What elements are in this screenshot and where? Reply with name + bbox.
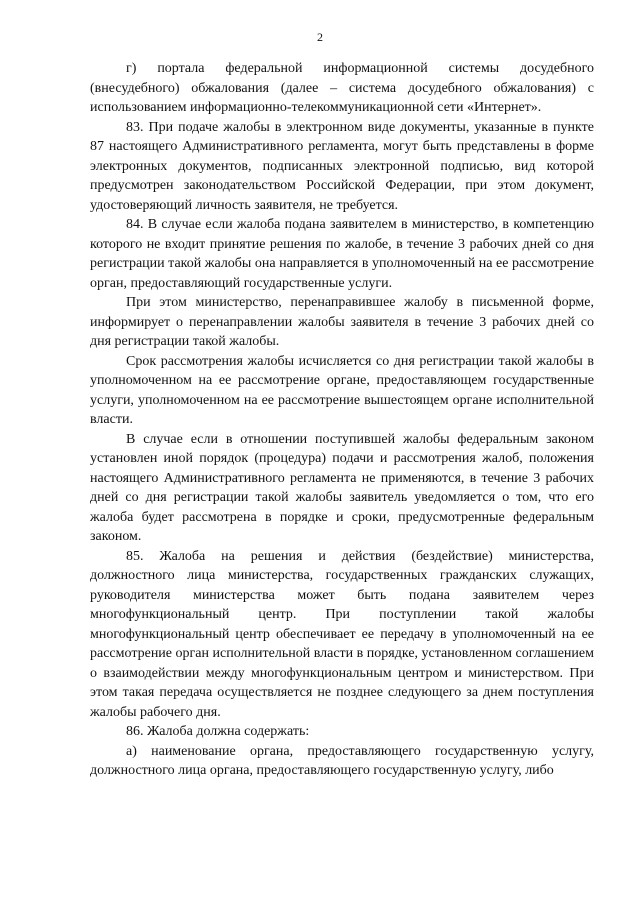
paragraph-86-item-a: а) наименование органа, предоставляющего государственную услугу, должностного лица органа, предоставляющего государственную услугу, либо	[90, 743, 594, 778]
paragraph-83: 83. При подаче жалобы в электронном виде документы, указанные в пункте 87 настоящего Административного регламента, могут быть представлены в форме электронных документов, подписанных электронной подписью, вид которой предусмотрен законодательством Российской Федерации, при этом документ, удостоверяющий личность заявителя, не требуется.	[90, 119, 594, 213]
paragraph-85: 85. Жалоба на решения и действия (бездействие) министерства, должностного лица министерства, государственных гражданских служащих, руководителя министерства может быть подана заявителем через многофункциональный центр. При поступлении такой жалобы многофункциональный центр обеспечивает ее передачу в уполномоченный на ее рассмотрение орган исполнительной власти в порядке, установленном соглашением о взаимодействии между многофункциональным центром и министерством. При этом такая передача осуществляется не позднее следующего за днем поступления жалобы рабочего дня.	[90, 548, 594, 720]
paragraph-86: 86. Жалоба должна содержать:	[126, 724, 310, 739]
page-number: 2	[317, 30, 323, 44]
paragraph-item-g: г) портала федеральной информационной системы досудебного (внесудебного) обжалования (далее – система досудебного обжалования) с использованием информационно-телекоммуникационной сети «Интернет».	[90, 61, 594, 115]
paragraph-84-federal-law: В случае если в отношении поступившей жалобы федеральным законом установлен иной порядок (процедура) подачи и рассмотрения жалоб, положения настоящего Административного регламента не применяются, в течение 3 рабочих дней со дня регистрации такой жалобы заявитель уведомляется о том, что его жалоба будет рассмотрена в порядке и сроки, предусмотренные федеральным законом.	[90, 431, 594, 544]
paragraph-84-redirect: При этом министерство, перенаправившее жалобу в письменной форме, информирует о перенаправлении жалобы заявителя в течение 3 рабочих дней со дня регистрации такой жалобы.	[90, 295, 594, 349]
paragraph-84: 84. В случае если жалоба подана заявителем в министерство, в компетенцию которого не входит принятие решения по жалобе, в течение 3 рабочих дней со дня регистрации такой жалобы она направляется в уполномоченный на ее рассмотрение орган, предоставляющий государственные услуги.	[90, 217, 594, 291]
paragraph-84-term: Срок рассмотрения жалобы исчисляется со дня регистрации такой жалобы в уполномоченном на ее рассмотрение органе, предоставляющем государственные услуги, уполномоченном на ее рассмотрение вышестоящем органе исполнительной власти.	[90, 353, 594, 427]
document-body	[90, 59, 594, 781]
